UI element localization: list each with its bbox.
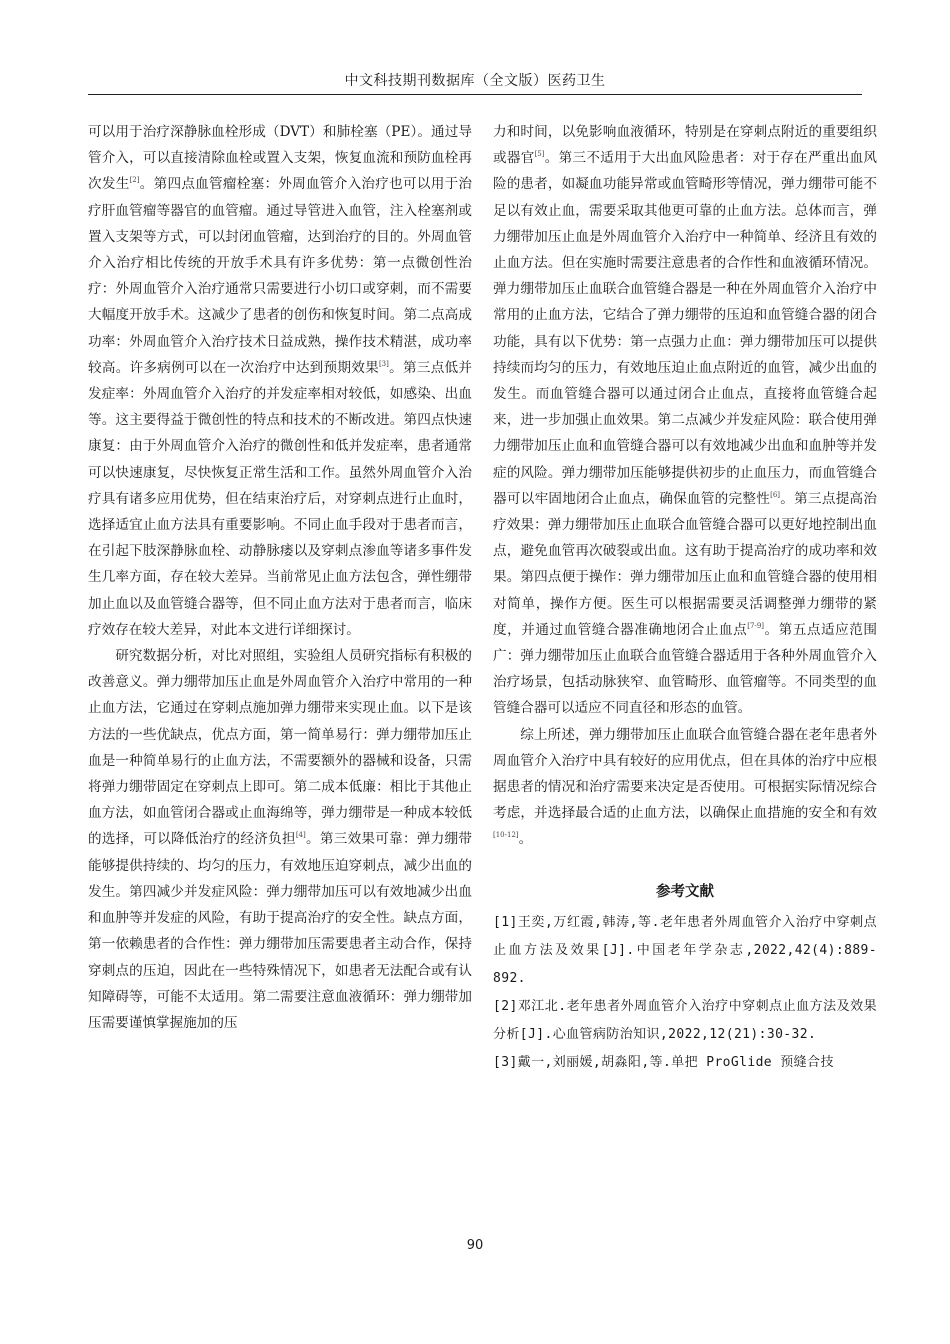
citation[interactable]: [5] [534, 150, 545, 159]
citation[interactable]: [2] [129, 176, 140, 185]
page-number: 90 [466, 1238, 484, 1253]
body-paragraph: 研究数据分析，对比对照组，实验组人员研究指标有积极的改善意义。弹力绷带加压止血是外周血管介入治疗中常用的一种止血方法，它通过在穿刺点施加弹力绷带来实现止血。以下是该方法的一些优缺点，优点方面，第一简单易行：弹力绷带加压止血是一种简单易行的止血方法，不需要额外的器械和设备，只需将弹力绷带固定在穿刺点上即可。第二成本低廉：相比于其他止血方法，如血管闭合器或止血海绵等，弹力绷带是一种成本较低的选择，可以降低治疗的经济负担[4]。第三效果可靠：弹力绷带能够提供持续的、均匀的压力，有效地压迫穿刺点，减少出血的发生。第四减少并发症风险：弹力绷带加压可以有效地减少出血和血肿等并发症的风险，有助于提高治疗的安全性。缺点方面，第一依赖患者的合作性：弹力绷带加压需要患者主动合作，保持穿刺点的压迫，因此在一些特殊情况下，如患者无法配合或有认知障碍等，可能不太适用。第二需要注意血液循环：弹力绷带加压需要谨慎掌握施加的压 [88, 648, 472, 1031]
references-title: 参考文献 [656, 883, 714, 900]
reference-item: [3]戴一,刘丽媛,胡淼阳,等.单把 ProGlide 预缝合技 [493, 1054, 834, 1070]
citation[interactable]: [4] [295, 831, 306, 840]
body-paragraph: 可以用于治疗深静脉血栓形成（DVT）和肺栓塞（PE）。通过导管介入，可以直接清除血栓或置入支架，恢复血流和预防血栓再次发生[2]。第四点血管瘤栓塞：外周血管介入治疗也可以用于治疗肝血管瘤等器官的血管瘤。通过导管进入血管，注入栓塞剂或置入支架等方式，可以封闭血管瘤，达到治疗的目的。外周血管介入治疗相比传统的开放手术具有许多优势：第一点微创性治疗：外周血管介入治疗通常只需要进行小切口或穿刺，而不需要大幅度开放手术。这减少了患者的创伤和恢复时间。第二点高成功率：外周血管介入治疗技术日益成熟，操作技术精湛，成功率较高。许多病例可以在一次治疗中达到预期效果[3]。第三点低并发症率：外周血管介入治疗的并发症率相对较低，如感染、出血等。这主要得益于微创性的特点和技术的不断改进。第四点快速康复：由于外周血管介入治疗的微创性和低并发症率，患者通常可以快速康复，尽快恢复正常生活和工作。虽然外周血管介入治疗具有诸多应用优势，但在结束治疗后，对穿刺点进行止血时，选择适宜止血方法具有重要影响。不同止血手段对于患者而言，在引起下肢深静脉血栓、动静脉瘘以及穿刺点渗血等诸多事件发生几率方面，存在较大差异。当前常见止血方法包含，弹性绷带加止血以及血管缝合器等，但不同止血方法对于患者而言，临床疗效存在较大差异，对此本文进行详细探讨。 [88, 124, 472, 638]
reference-item: [2]邓江北.老年患者外周血管介入治疗中穿刺点止血方法及效果分析[J].心血管病防治知识,2022,12(21):30-32. [493, 998, 877, 1042]
citation[interactable]: [10-12] [493, 831, 519, 840]
reference-item: [1]王奕,万红霞,韩涛,等.老年患者外周血管介入治疗中穿刺点止血方法及效果[J].中国老年学杂志,2022,42(4):889-892. [493, 914, 877, 986]
citation[interactable]: [3] [378, 359, 389, 368]
citation[interactable]: [6] [770, 490, 781, 499]
citation[interactable]: [7-9] [747, 621, 764, 630]
body-paragraph: 力和时间，以免影响血液循环，特别是在穿刺点附近的重要组织或器官[5]。第三不适用于大出血风险患者：对于存在严重出血风险的患者，如凝血功能异常或血管畸形等情况，弹力绷带可能不足以有效止血，需要采取其他更可靠的止血方法。总体而言，弹力绷带加压止血是外周血管介入治疗中一种简单、经济且有效的止血方法。但在实施时需要注意患者的合作性和血液循环情况。弹力绷带加压止血联合血管缝合器是一种在外周血管介入治疗中常用的止血方法，它结合了弹力绷带的压迫和血管缝合器的闭合功能，具有以下优势：第一点强力止血：弹力绷带加压可以提供持续而均匀的压力，有效地压迫止血点附近的血管，减少出血的发生。而血管缝合器可以通过闭合止血点，直接将血管缝合起来，进一步加强止血效果。第二点减少并发症风险：联合使用弹力绷带加压止血和血管缝合器可以有效地减少出血和血肿等并发症的风险。弹力绷带加压能够提供初步的止血压力，而血管缝合器可以牢固地闭合止血点，确保血管的完整性[6]。第三点提高治疗效果：弹力绷带加压止血联合血管缝合器可以更好地控制出血点，避免血管再次破裂或出血。这有助于提高治疗的成功率和效果。第四点便于操作：弹力绷带加压止血和血管缝合器的使用相对简单，操作方便。医生可以根据需要灵活调整弹力绷带的紧度，并通过血管缝合器准确地闭合止血点[7-9]。第五点适应范围广：弹力绷带加压止血联合血管缝合器适用于各种外周血管介入治疗场景，包括动脉狭窄、血管畸形、血管瘤等。不同类型的血管缝合器可以适应不同直径和形态的血管。 [493, 124, 878, 717]
right-column [493, 119, 877, 1077]
journal-header: 中文科技期刊数据库（全文版）医药卫生 [88, 70, 862, 95]
body-paragraph: 综上所述，弹力绷带加压止血联合血管缝合器在老年患者外周血管介入治疗中具有较好的应用优点，但在具体的治疗中应根据患者的情况和治疗需要来决定是否使用。可根据实际情况综合考虑，并选择最合适的止血方法，以确保止血措施的安全和有效[10-12]。 [493, 726, 877, 848]
left-column [88, 119, 472, 1231]
